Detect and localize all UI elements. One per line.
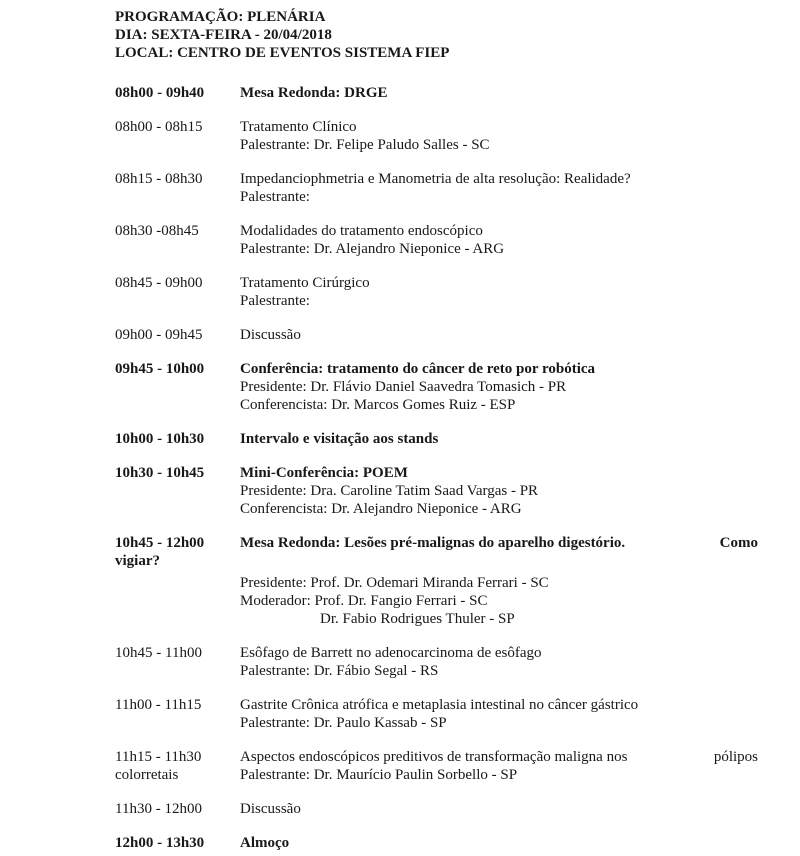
schedule-list (115, 84, 758, 852)
entry-detail: Palestrante: (240, 293, 310, 309)
entry-detail: Presidente: Dr. Flávio Daniel Saavedra Tomasich - PR (240, 379, 567, 395)
entry-detail: Palestrante: Dr. Fábio Segal - RS (240, 663, 439, 679)
entry-wrap-line (115, 766, 758, 784)
entry-title: Discussão (240, 327, 301, 343)
entry-detail: Conferencista: Dr. Alejandro Nieponice - ARG (240, 501, 522, 517)
schedule-entry (115, 644, 758, 680)
schedule-entry (115, 696, 758, 732)
entry-main-line (115, 696, 758, 714)
entry-time: 08h00 - 09h40 (115, 85, 205, 101)
entry-detail-inline: Palestrante: Dr. Maurício Paulin Sorbello - SP (240, 767, 518, 783)
entry-detail: Presidente: Prof. Dr. Odemari Miranda Ferrari - SC (240, 575, 549, 591)
entry-time: 11h15 - 11h30 (115, 749, 202, 765)
entry-main-line (115, 834, 758, 852)
entry-time: 08h00 - 08h15 (115, 119, 203, 135)
entry-time: 09h00 - 09h45 (115, 327, 203, 343)
entry-main-line (115, 170, 758, 188)
entry-main-line (115, 274, 758, 292)
entry-main-line (115, 430, 758, 448)
entry-time: 10h00 - 10h30 (115, 431, 205, 447)
entry-title: Tratamento Clínico (240, 119, 357, 135)
entry-title: Conferência: tratamento do câncer de reto por robótica (240, 361, 596, 377)
schedule-entry (115, 222, 758, 258)
entry-wrap-line (115, 552, 758, 570)
schedule-entry (115, 360, 758, 414)
entry-time: 12h00 - 13h30 (115, 835, 205, 851)
entry-title: Gastrite Crônica atrófica e metaplasia intestinal no câncer gástrico (240, 697, 639, 713)
entry-time: 10h30 - 10h45 (115, 465, 205, 481)
entry-detail: Palestrante: Dr. Paulo Kassab - SP (240, 715, 447, 731)
entry-main-line (115, 84, 758, 102)
entry-detail: Palestrante: Dr. Felipe Paludo Salles - SC (240, 137, 490, 153)
entry-title: Aspectos endoscópicos preditivos de transformação maligna nos (240, 749, 628, 765)
schedule-entry (115, 834, 758, 852)
entry-main-line (115, 644, 758, 662)
program-title: PROGRAMAÇÃO: PLENÁRIA (115, 9, 326, 25)
entry-main-line (115, 800, 758, 818)
schedule-entry (115, 748, 758, 784)
program-date: DIA: SEXTA-FEIRA - 20/04/2018 (115, 27, 332, 43)
entry-main-line (115, 748, 758, 766)
program-location: LOCAL: CENTRO DE EVENTOS SISTEMA FIEP (115, 45, 450, 61)
entry-main-line (115, 464, 758, 482)
entry-detail: Conferencista: Dr. Marcos Gomes Ruiz - ESP (240, 397, 516, 413)
entry-detail: Presidente: Dra. Caroline Tatim Saad Vargas - PR (240, 483, 539, 499)
entry-title: Intervalo e visitação aos stands (240, 431, 439, 447)
entry-detail: Moderador: Prof. Dr. Fangio Ferrari - SC (240, 593, 488, 609)
entry-detail: Palestrante: (240, 189, 310, 205)
entry-time: 11h00 - 11h15 (115, 697, 202, 713)
entry-detail: Dr. Fabio Rodrigues Thuler - SP (320, 611, 515, 627)
entry-main-line (115, 118, 758, 136)
entry-time-wrap: colorretais (115, 767, 179, 783)
entry-detail: Palestrante: Dr. Alejandro Nieponice - ARG (240, 241, 505, 257)
schedule-entry (115, 84, 758, 102)
entry-title: Tratamento Cirúrgico (240, 275, 370, 291)
entry-title: Mesa Redonda: DRGE (240, 85, 388, 101)
entry-title-overflow: Como (719, 535, 758, 551)
entry-time: 08h30 -08h45 (115, 223, 199, 239)
entry-main-line (115, 326, 758, 344)
entry-time: 10h45 - 11h00 (115, 645, 202, 661)
program-document (115, 8, 758, 856)
schedule-entry (115, 326, 758, 344)
schedule-entry (115, 534, 758, 628)
entry-main-line (115, 360, 758, 378)
entry-time: 09h45 - 10h00 (115, 361, 205, 377)
entry-time: 08h15 - 08h30 (115, 171, 203, 187)
entry-title: Modalidades do tratamento endoscópico (240, 223, 483, 239)
schedule-entry (115, 274, 758, 310)
schedule-entry (115, 800, 758, 818)
schedule-entry (115, 118, 758, 154)
entry-time-wrap: vigiar? (115, 553, 160, 569)
entry-main-line (115, 222, 758, 240)
program-header (115, 8, 758, 62)
entry-title: Impedanciophmetria e Manometria de alta resolução: Realidade? (240, 171, 631, 187)
entry-time: 08h45 - 09h00 (115, 275, 203, 291)
entry-title: Mini-Conferência: POEM (240, 465, 408, 481)
schedule-entry (115, 464, 758, 518)
entry-time: 11h30 - 12h00 (115, 801, 202, 817)
entry-title: Mesa Redonda: Lesões pré-malignas do aparelho digestório. (240, 535, 626, 551)
schedule-entry (115, 170, 758, 206)
entry-title: Esôfago de Barrett no adenocarcinoma de esôfago (240, 645, 542, 661)
entry-title-overflow: pólipos (713, 749, 758, 765)
entry-main-line (115, 534, 758, 552)
entry-time: 10h45 - 12h00 (115, 535, 205, 551)
entry-title: Almoço (240, 835, 290, 851)
entry-title: Discussão (240, 801, 301, 817)
schedule-entry (115, 430, 758, 448)
